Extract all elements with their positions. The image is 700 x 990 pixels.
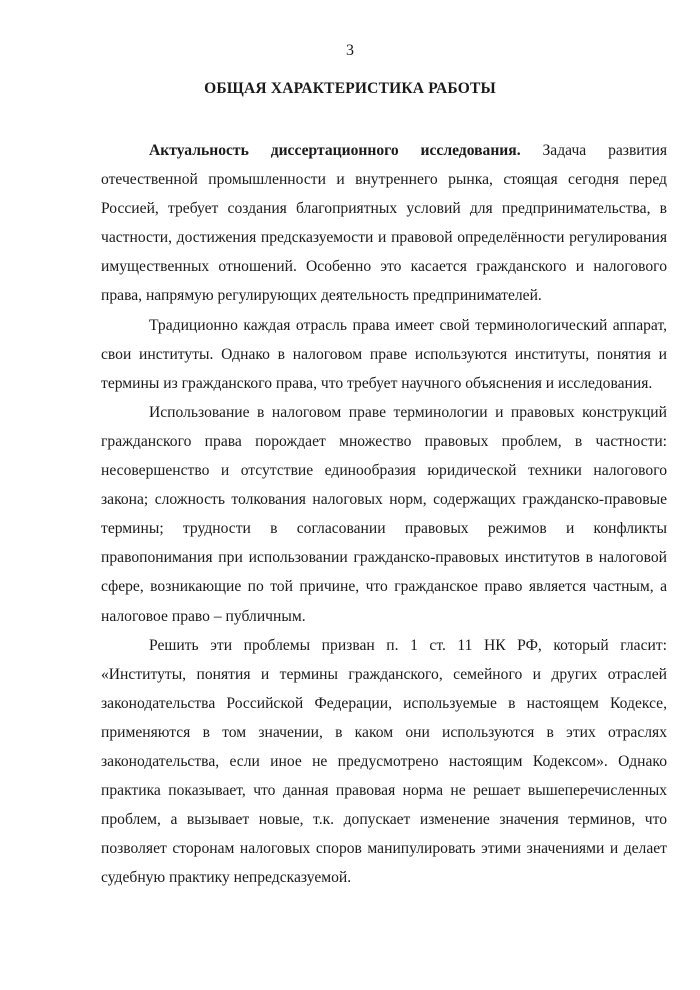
paragraph-relevance — [101, 136, 667, 311]
paragraph-problems: Использование в налоговом праве терминологии и правовых конструкций гражданского права порождает множество правовых проблем, в частности: несовершенство и отсутствие единообразия юридической техники налогового закона; сложность толкования налоговых норм, содержащих гражданско-правовые термины; трудности в согласовании правовых режимов и конфликты правопонимания при использовании гражданско-правовых институтов в налоговой сфере, возникающие по той причине, что гражданское право является частным, а налоговое право – публичным. — [101, 403, 667, 625]
paragraph-text: Задача развития отечественной промышленности и внутреннего рынка, стоящая сегодня перед Россией, требует создания благоприятных условий для предпринимательства, в частности, достижения предсказуемости и правовой определённости регулирования имущественных отношений. Особенно это касается гражданского и налогового права, напрямую регулирующих деятельность предпринимателей. — [101, 142, 667, 305]
paragraph-tax-code: Решить эти проблемы призван п. 1 ст. 11 НК РФ, который гласит: «Институты, понятия и термины гражданского, семейного и других отраслей законодательства Российской Федерации, используемые в настоящем Кодексе, применяются в том значении, в каком они используются в этих отраслях законодательства, если иное не предусмотрено настоящим Кодексом». Однако практика показывает, что данная правовая норма не решает вышеперечисленных проблем, а вызывает новые, т.к. допускает изменение значения терминов, что позволяет сторонам налоговых споров манипулировать этими значениями и делает судебную практику непредсказуемой. — [101, 636, 667, 887]
paragraph-lead: Актуальность диссертационного исследования. — [149, 142, 521, 159]
page-number: 3 — [346, 42, 354, 59]
body-text — [101, 136, 667, 892]
paragraph-terminology: Традиционно каждая отрасль права имеет свой терминологический аппарат, свои институты. Однако в налоговом праве используются институты, понятия и термины из гражданского права, что требует научного объяснения и исследования. — [101, 316, 667, 392]
section-heading: ОБЩАЯ ХАРАКТЕРИСТИКА РАБОТЫ — [204, 80, 496, 97]
